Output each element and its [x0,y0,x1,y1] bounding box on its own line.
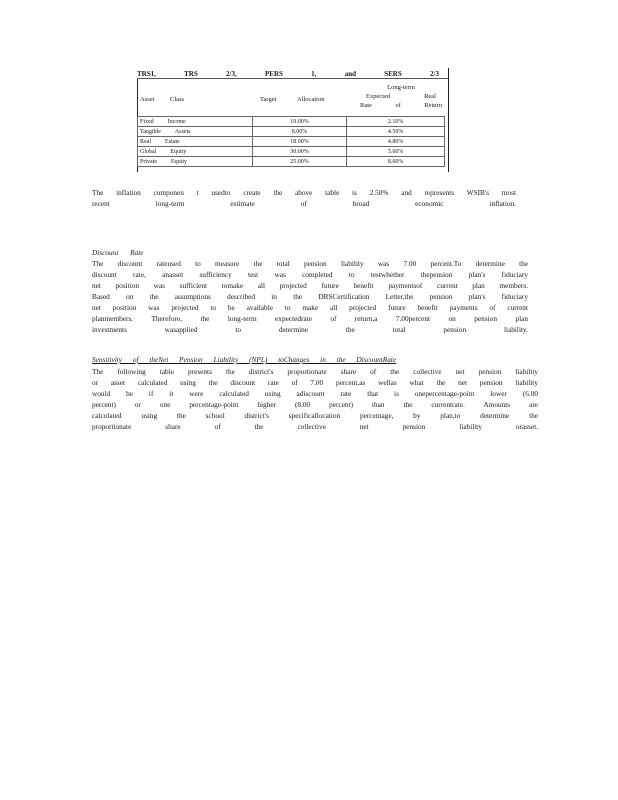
asset-class-word: Private [140,158,157,165]
col-heading-class: Class [170,96,185,103]
asset-class-word: Income [167,118,186,125]
paragraph-line: calculated using the school district's specificallocation percentage, by plan,to determine the [92,411,538,420]
paragraph-line: The following table presents the district's proportionate share of the collective net pension liability [92,367,538,376]
col-heading-ltr-line1: Long-term [387,84,415,91]
target-allocation-cell: 8.00% [252,127,347,137]
table-title-word: PERS [265,70,283,78]
table-title [137,70,445,78]
target-allocation-cell: 30.00% [252,147,347,157]
table-title-word: TRS1, [137,70,156,78]
col-heading-long-term-return [358,83,444,110]
paragraph-line: The inflation componen t usedto create the above table is 2.50% and represents WSIB's most [92,188,516,197]
col-heading-target: Target [260,96,277,103]
asset-class-word: Tangible [140,128,161,135]
col-heading-ltr-real: Real [424,93,436,100]
asset-class-word: Fixed [140,118,154,125]
paragraph-line: proportionate share of the collective net pension liability orasset. [92,422,538,431]
table-title-word: 1, [311,70,317,78]
target-allocation-cell: 25.00% [252,157,347,167]
inflation-paragraph [92,187,516,209]
target-allocation-cell: 18.00% [252,137,347,147]
paragraph-line: would be if it were calculated using adiscount rate that is onepercentage-point lower (6.00 [92,389,538,398]
asset-class-cell [138,147,253,157]
col-heading-ltr-line2 [358,92,444,101]
table-title-word: 2/3 [430,70,439,78]
table-border-top [137,78,448,79]
asset-class-cell [138,117,253,127]
asset-class-word: Assets [174,128,191,135]
col-heading-ltr-of: of [395,102,401,109]
col-heading-ltr-rate: Rate [360,102,372,109]
asset-class-word: Estate [165,138,180,145]
table-row [138,117,445,127]
col-heading-allocation: Allocation [297,96,325,103]
paragraph-line: percent) or one percentage-point higher (8.00 percent) than the currentrate. Amounts are [92,400,538,409]
expected-return-cell: 5.60% [347,147,445,157]
col-heading-asset: Asset [140,96,155,103]
table-title-word: and [344,70,356,78]
table-title-word: 2/3, [226,70,237,78]
table-border-right [448,68,449,172]
table-row [138,147,445,157]
paragraph-line: discount rate, anasset sufficiency test was completed to testwhether thepension plan's fiduciary [92,270,528,279]
table-row [138,137,445,147]
discount-rate-paragraph [92,258,528,335]
expected-return-cell: 4.80% [347,137,445,147]
asset-class-cell [138,137,253,147]
col-heading-ltr-return: Return [424,102,442,109]
expected-return-cell: 4.50% [347,127,445,137]
sensitivity-paragraph [92,366,538,432]
paragraph-line: investments wasapplied to determine the total pension liability. [92,325,528,334]
expected-return-cell: 8.60% [347,157,445,167]
allocation-table [137,116,445,167]
expected-return-cell: 2.10% [347,117,445,127]
col-heading-ltr-expected: Expected [366,93,391,100]
paragraph-line: planmembers. Therefore, the long-term expectedrate of return,a 7.00percent on pension plan [92,314,528,323]
table-title-word: SERS [384,70,402,78]
asset-class-word: Equity [171,158,187,165]
col-heading-ltr-line3 [358,101,444,110]
asset-class-word: Global [140,148,157,155]
table-title-word: TRS [184,70,198,78]
table-row [138,157,445,167]
asset-class-word: Real [140,138,151,145]
table-row [138,127,445,137]
discount-rate-heading: Discount Rate [92,248,144,257]
target-allocation-cell: 19.00% [252,117,347,127]
paragraph-line: recent long-term estimate of broad economic inflation. [92,199,516,208]
sensitivity-heading: Sensitivity of theNet Pension Liability (NPL) toChanges in the DiscountRate [92,355,397,364]
paragraph-line: Based on the assumptions described in the DRSCertification Letter,the pension plan's fiduciary [92,292,528,301]
paragraph-line: net position was projected to be available to make all projected future benefit payments of current [92,303,528,312]
paragraph-line: or asset calculated using the discount rate of 7.00 percent,as wellas what the net pension liability [92,378,538,387]
paragraph-line: The discount rateused to measure the total pension liability was 7.00 percent.To determine the [92,259,528,268]
asset-class-cell [138,127,253,137]
asset-class-cell [138,157,253,167]
paragraph-line: net position was sufficient tomake all projected future benefit paymentsof current plan members. [92,281,528,290]
asset-class-word: Equity [170,148,187,155]
